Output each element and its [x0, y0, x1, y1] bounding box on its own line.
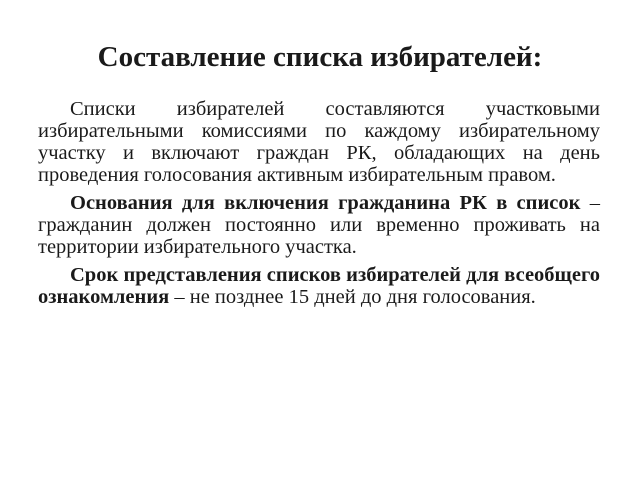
paragraph-text: – гражданин должен постоянно или временно проживать на территории избирательного участка. — [38, 192, 600, 258]
slide-title: Составление списка избирателей: — [97, 41, 543, 73]
paragraph-review-deadline — [38, 264, 600, 308]
paragraph-text: Списки избирателей составляются участковыми избирательными комиссиями по каждому избирательному участку и включают граждан РК, обладающих на день проведения голосования активным избирательным правом. — [38, 98, 600, 186]
paragraph-inclusion-grounds — [38, 192, 600, 258]
paragraph-bold-lead: Основания для включения гражданина РК в список — [70, 192, 581, 214]
paragraph-bold-lead: Срок представления списков избирателей для всеобщего ознакомления — [38, 264, 600, 308]
paragraph-text: – не позднее 15 дней до дня голосования. — [169, 286, 536, 308]
slide-body — [38, 98, 600, 314]
paragraph-voter-lists — [38, 98, 600, 186]
